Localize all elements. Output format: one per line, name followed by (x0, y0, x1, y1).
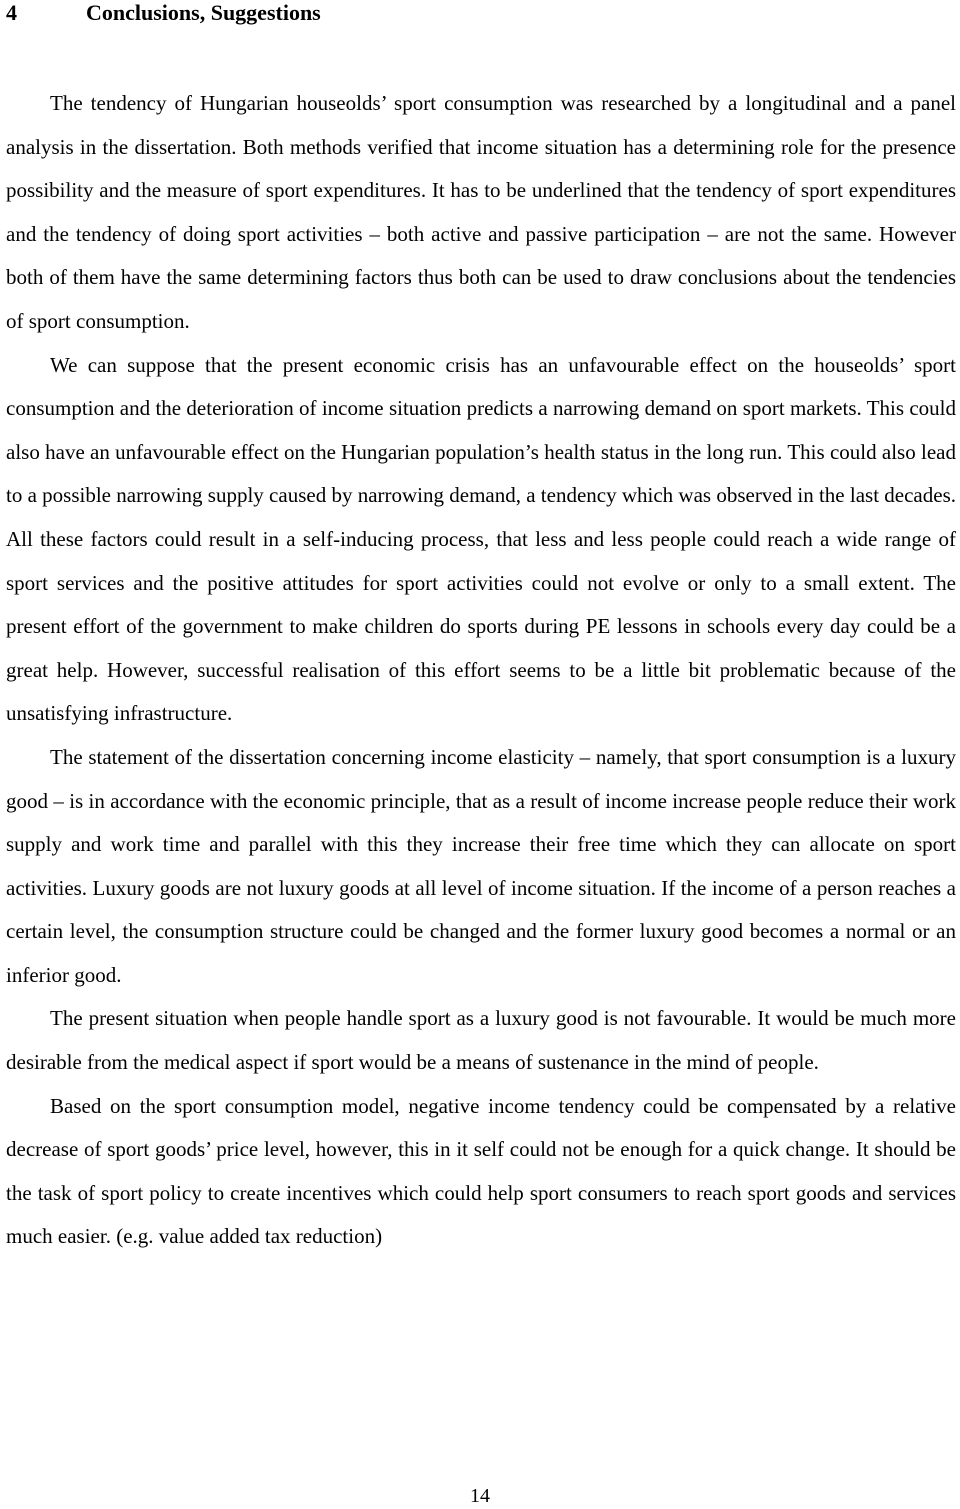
section-heading (6, 0, 321, 26)
page-number: 14 (470, 1485, 490, 1507)
section-title: Conclusions, Suggestions (86, 0, 321, 25)
paragraph-4: The present situation when people handle sport as a luxury good is not favourable. It would be much more desirable from the medical aspect if sport would be a means of sustenance in the mind of people. (6, 1006, 956, 1075)
section-number: 4 (6, 0, 17, 25)
paragraph-1: The tendency of Hungarian houseolds’ sport consumption was researched by a longitudinal and a panel analysis in the dissertation. Both methods verified that income situation has a determining role for the presence possibility and the measure of sport expenditures. It has to be underlined that the tendency of sport expenditures and the tendency of doing sport activities – both active and passive participation – are not the same. However both of them have the same determining factors thus both can be used to draw conclusions about the tendencies of sport consumption. (6, 91, 956, 333)
paragraph-3: The statement of the dissertation concerning income elasticity – namely, that sport consumption is a luxury good – is in accordance with the economic principle, that as a result of income increase people reduce their work supply and work time and parallel with this they increase their free time which they can allocate on sport activities. Luxury goods are not luxury goods at all level of income situation. If the income of a person reaches a certain level, the consumption structure could be changed and the former luxury good becomes a normal or an inferior good. (6, 744, 956, 987)
body-text (6, 82, 956, 1259)
paragraph-2: We can suppose that the present economic crisis has an unfavourable effect on the houseolds’ sport consumption and the deterioration of income situation predicts a narrowing demand on sport markets. This could also have an unfavourable effect on the Hungarian population’s health status in the long run. This could also lead to a possible narrowing supply caused by narrowing demand, a tendency which was observed in the last decades. All these factors could result in a self-inducing process, that less and less people could reach a wide range of sport services and the positive attitudes for sport activities could not evolve or only to a small extent. The present effort of the government to make children do sports during PE lessons in schools every day could be a great help. However, successful realisation of this effort seems to be a little bit problematic because of the unsatisfying infrastructure. (6, 352, 956, 726)
paragraph-5: Based on the sport consumption model, negative income tendency could be compensated by a relative decrease of sport goods’ price level, however, this in it self could not be enough for a quick change. It should be the task of sport policy to create incentives which could help sport consumers to reach sport goods and services much easier. (e.g. value added tax reduction) (6, 1093, 956, 1249)
